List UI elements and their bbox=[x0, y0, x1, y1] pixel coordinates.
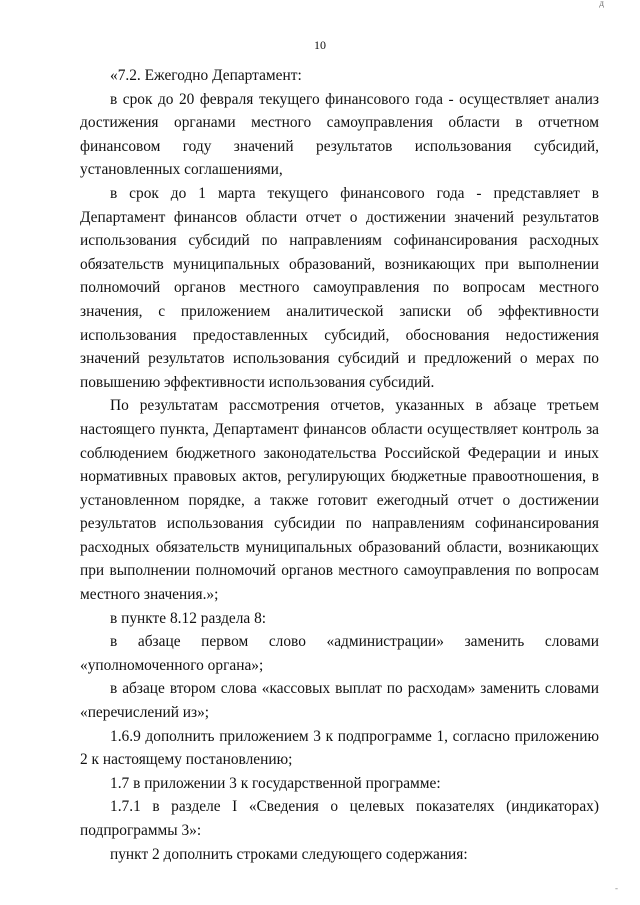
paragraph-mar-1-report: в срок до 1 марта текущего финансового года - представляет в Департамент финансов области отчет о достижении значений результатов использования субсидий по направлениям софинансирования расходных обязательств муниципальных образований, возникающих при выполнении полномочий органов местного самоуправления по вопросам местного значения, с приложением аналитической записки об эффективности использования предоставленных субсидий, обоснования недостижения значений результатов использования субсидий и предложений о мерах по повышению эффективности использования субсидий. bbox=[80, 184, 599, 391]
paragraph-1-7: 1.7 в приложении 3 к государственной программе: bbox=[110, 774, 441, 792]
paragraph-1-7-1: 1.7.1 в разделе I «Сведения о целевых показателях (индикаторах) подпрограммы 3»: bbox=[80, 798, 599, 839]
paragraph-1-6-9: 1.6.9 дополнить приложением 3 к подпрограмме 1, согласно приложению 2 к настоящему постановлению; bbox=[80, 727, 599, 769]
paragraph-control-results: По результатам рассмотрения отчетов, указанных в абзаце третьем настоящего пункта, Департамент финансов области осуществляет контроль за соблюдением бюджетного законодательства Российской Федерации и иных нормативных правовых актов, регулирующих бюджетные правоотношения, в установленном порядке, а также готовит ежегодный отчет о достижении результатов использования субсидии по направлениям софинансирования расходных обязательств муниципальных образований области, возникающих при выполнении полномочий органов местного самоуправления по вопросам местного значения.»; bbox=[80, 397, 599, 604]
paragraph-item-8-12: в пункте 8.12 раздела 8: bbox=[110, 609, 267, 627]
paragraph-point-2: пункт 2 дополнить строками следующего содержания: bbox=[110, 845, 468, 863]
document-body bbox=[80, 64, 599, 866]
corner-mark: д bbox=[599, 0, 604, 8]
paragraph-feb-20-analysis: в срок до 20 февраля текущего финансового года - осуществляет анализ достижения органами местного самоуправления области в отчетном финансовом году значений результатов использования субсидий, установленных соглашениями, bbox=[80, 90, 599, 179]
paragraph-7-2-heading: «7.2. Ежегодно Департамент: bbox=[110, 67, 302, 84]
paragraph-first-abzac: в абзаце первом слово «администрации» заменить словами «уполномоченного органа»; bbox=[80, 633, 599, 674]
paragraph-second-abzac: в абзаце втором слова «кассовых выплат по расходам» заменить словами «перечислений из»; bbox=[80, 680, 599, 722]
bottom-mark: - bbox=[615, 883, 618, 893]
page-number: 10 bbox=[314, 38, 326, 52]
